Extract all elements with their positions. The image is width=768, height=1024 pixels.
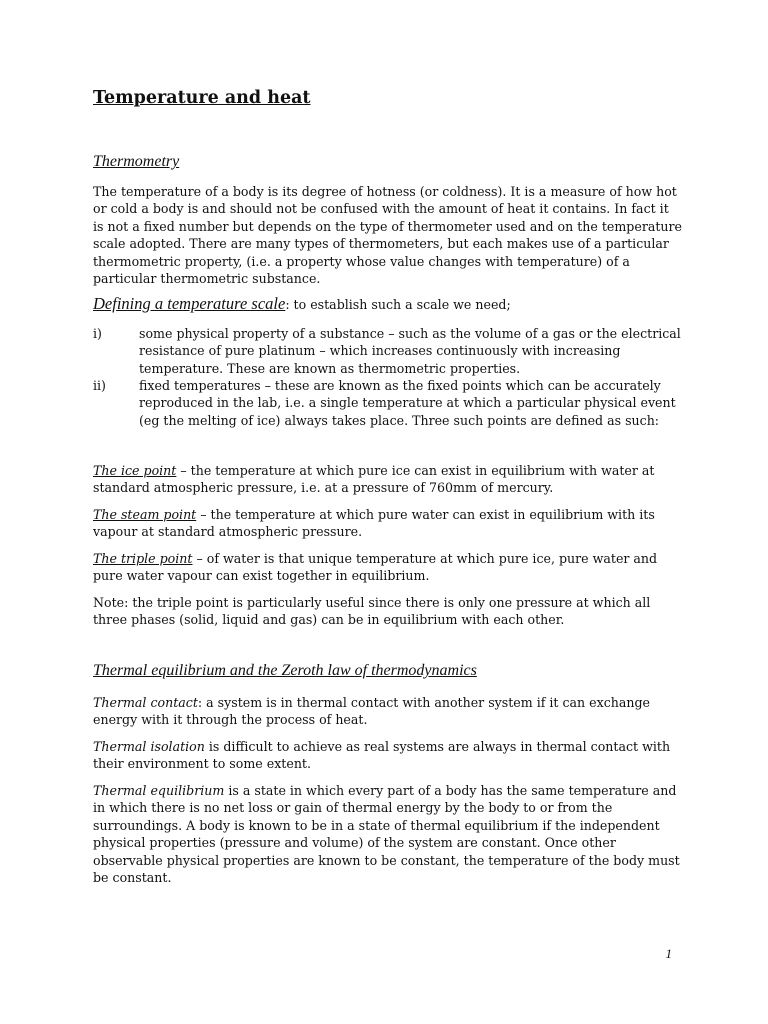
list-item-number: ii)	[93, 378, 106, 393]
section-heading-thermal-equilibrium: Thermal equilibrium and the Zeroth law of thermodynamics	[93, 662, 477, 679]
ice-point-term: The ice point	[93, 463, 177, 478]
thermal-equilibrium-paragraph	[93, 782, 683, 886]
triple-point-text: – of water is that unique temperature at which pure ice, pure water and pure water vapour can exist together in equilibrium.	[93, 551, 658, 584]
steam-point-term: The steam point	[93, 507, 197, 522]
thermal-equilibrium-term: Thermal equilibrium	[93, 783, 225, 798]
document-title: Temperature and heat	[93, 88, 311, 108]
section-heading-thermometry: Thermometry	[93, 153, 180, 170]
thermometry-intro-paragraph: The temperature of a body is its degree of hotness (or coldness). It is a measure of how hot or cold a body is and should not be confused with the amount of heat it contains. In fact it is not a fixed number but depends on the type of thermometer used and on the temperature scale adopted. There are many types of thermometers, but each makes use of a particular thermometric property, (i.e. a property whose value changes with temperature) of a particular thermometric substance.	[93, 184, 682, 287]
scale-heading: Defining a temperature scale	[93, 294, 286, 313]
triple-point-note: Note: the triple point is particularly useful since there is only one pressure at which all three phases (solid, liquid and gas) can be in equilibrium with each other.	[93, 595, 651, 628]
thermal-contact-paragraph	[93, 694, 683, 729]
page-number: 1	[665, 946, 672, 961]
thermal-isolation-paragraph	[93, 738, 683, 773]
thermal-equilibrium-text: is a state in which every part of a body has the same temperature and in which there is no net loss or gain of thermal energy by the body to or from the surroundings. A body is known to be in a state of thermal equilibrium if the independent physical properties (pressure and volume) of the system are constant. Once other observable physical properties are known to be constant, the temperature of the body must be constant.	[93, 783, 680, 886]
thermal-isolation-term: Thermal isolation	[93, 739, 205, 754]
ice-point-paragraph	[93, 462, 683, 497]
thermal-contact-text: : a system is in thermal contact with another system if it can exchange energy with it through the process of heat.	[93, 695, 651, 728]
list-item	[93, 377, 683, 447]
steam-point-paragraph	[93, 506, 683, 541]
list-item-text: some physical property of a substance – such as the volume of a gas or the electrical resistance of pure platinum – which increases continuously with increasing temperature. These are known as thermometric properties.	[139, 326, 681, 376]
thermal-isolation-text: is difficult to achieve as real systems are always in thermal contact with their environment to some extent.	[93, 739, 671, 772]
list-item-number: i)	[93, 326, 102, 341]
thermal-contact-term: Thermal contact	[93, 695, 198, 710]
ice-point-text: – the temperature at which pure ice can exist in equilibrium with water at standard atmospheric pressure, i.e. at a pressure of 760mm of mercury.	[93, 463, 655, 496]
list-item-text: fixed temperatures – these are known as the fixed points which can be accurately reproduced in the lab, i.e. a single temperature at which a particular physical event (eg the melting of ice) always takes place. Three such points are defined as such:	[139, 378, 676, 428]
triple-point-paragraph	[93, 550, 683, 585]
steam-point-text: – the temperature at which pure water can exist in equilibrium with its vapour at standard atmospheric pressure.	[93, 507, 655, 540]
scale-lead-text: : to establish such a scale we need;	[285, 297, 511, 312]
triple-point-term: The triple point	[93, 551, 193, 566]
scale-definition-line	[93, 295, 683, 313]
